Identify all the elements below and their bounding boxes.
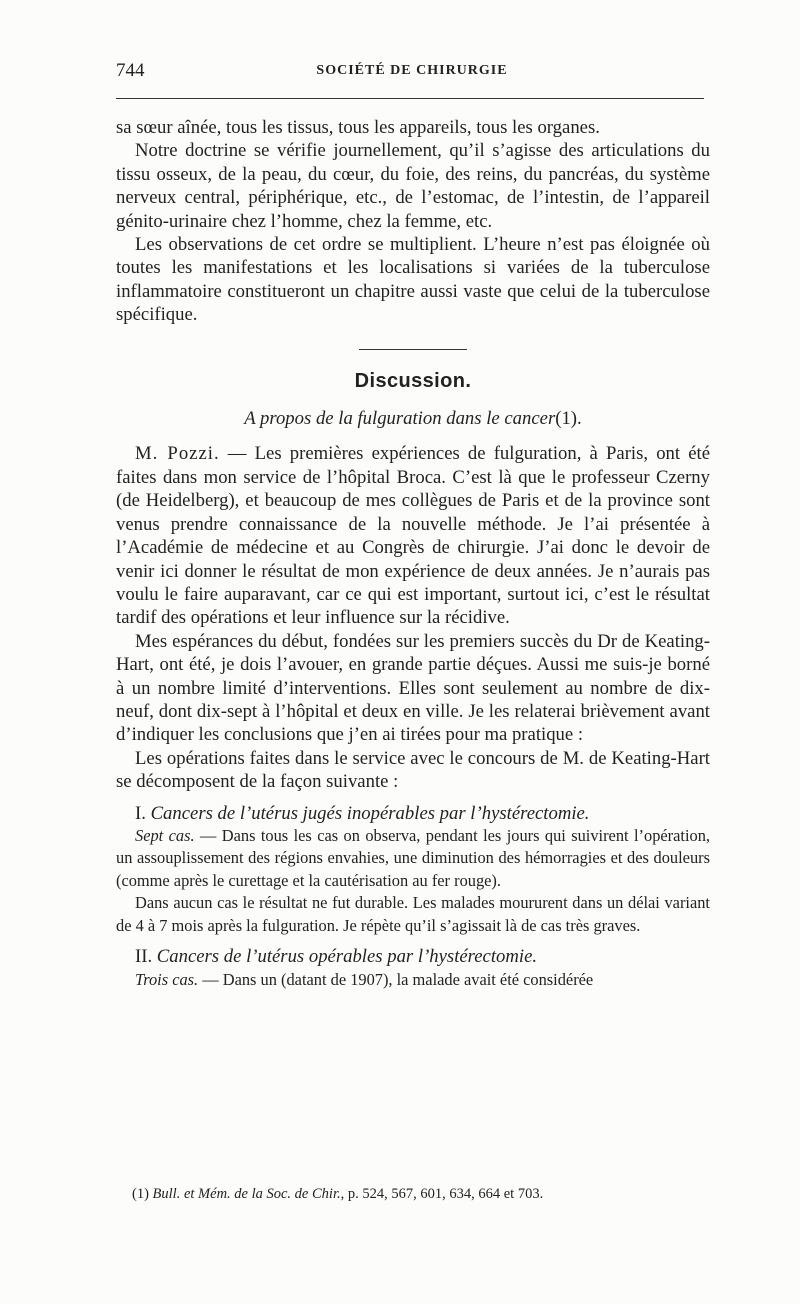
subsection-title <box>116 407 710 430</box>
page-number: 744 <box>116 60 145 81</box>
case-heading-1 <box>116 802 710 825</box>
section-title: Discussion. <box>354 369 472 392</box>
case-title-1: Cancers de l’utérus jugés inopérables par l’hystérectomie. <box>150 802 590 824</box>
spacer <box>116 430 710 442</box>
footnote-marker: (1) <box>132 1186 149 1202</box>
paragraph-doctrine: Notre doctrine se vérifie journellement, qu’il s’agisse des articulations du tissu osseux, de la peau, du cœur, du foie, des reins, du pancréas, du système nerveux central, périphérique, etc., de l’estomac, de l’intestin, de l’appareil génito-urinaire chez l’homme, chez la femme, etc. <box>116 140 710 232</box>
case-heading-2 <box>116 945 710 968</box>
case-number-2: II. <box>135 946 153 968</box>
running-head <box>116 60 708 84</box>
footnote-pages: , p. 524, 567, 601, 634, 664 et 703. <box>340 1186 544 1202</box>
case-label-2: Trois cas. <box>135 969 199 989</box>
paragraph-continuation: sa sœur aînée, tous les tissus, tous les appareils, tous les organes. <box>116 117 600 138</box>
paragraph-pozzi-intro <box>116 442 710 629</box>
case-number-1: I. <box>135 802 146 824</box>
section-divider <box>359 349 467 350</box>
case-2-paragraph-1 <box>116 969 710 992</box>
footnote <box>132 1186 712 1203</box>
speaker-name: M. Pozzi. <box>135 443 220 465</box>
case-1-paragraph-1 <box>116 825 710 893</box>
case-1-text-1: — Dans tous les cas on observa, pendant les jours qui suivirent l’opération, un assouplissement des régions envahies, une diminution des hémorragies et des douleurs (comme après le curettage et la cautérisation au fer rouge). <box>116 825 710 890</box>
paragraph-observations: Les observations de cet ordre se multiplient. L’heure n’est pas éloignée où toutes les manifestations et les localisations si variées de la tuberculose inflammatoire constitueront un chapitre aussi vaste que celui de la tuberculose spécifique. <box>116 234 710 326</box>
case-1-paragraph-2: Dans aucun cas le résultat ne fut durable. Les malades moururent dans un délai variant de 4 à 7 mois après la fulguration. Je répète qu’il s’agissait là de cas très graves. <box>116 893 710 935</box>
paragraph-operations: Les opérations faites dans le service avec le concours de M. de Keating-Hart se décomposent de la façon suivante : <box>116 747 710 793</box>
paragraph-pozzi-text: — Les premières expériences de fulguration, à Paris, ont été faites dans mon service de l’hôpital Broca. C’est là que le professeur Czerny (de Heidelberg), et beaucoup de mes collègues de Paris et de la province sont venus prendre connaissance de la nouvelle méthode. Je l’ai présentée à l’Académie de médecine et au Congrès de chirurgie. J’ai donc le devoir de venir ici donner le résultat de mon expérience de deux années. Je n’aurais pas voulu le faire auparavant, car ce qui est important, surtout ici, c’est le résultat tardif des opérations et leur influence sur la récidive. <box>116 443 711 629</box>
journal-title: SOCIÉTÉ DE CHIRURGIE <box>316 63 508 78</box>
case-title-2: Cancers de l’utérus opérables par l’hystérectomie. <box>156 946 538 968</box>
subsection-title-text: A propos de la fulguration dans le cancer <box>244 408 556 430</box>
header-rule <box>116 98 704 99</box>
case-label-1: Sept cas. <box>135 825 195 845</box>
body-text <box>116 116 710 991</box>
footnote-reference: (1). <box>555 408 582 430</box>
paragraph-esperances: Mes espérances du début, fondées sur les premiers succès du Dr de Keating-Hart, ont été, je dois l’avouer, en grande partie déçues. Aussi me suis-je borné à un nombre limité d’interventions. Elles sont seulement au nombre de dix-neuf, dont dix-sept à l’hôpital et deux en ville. Je les relaterai brièvement avant d’indiquer les conclusions que j’en ai tirées pour ma pratique : <box>116 630 710 746</box>
case-2-text-1: — Dans un (datant de 1907), la malade avait été considérée <box>202 969 594 989</box>
footnote-source: Bull. et Mém. de la Soc. de Chir. <box>152 1186 341 1202</box>
